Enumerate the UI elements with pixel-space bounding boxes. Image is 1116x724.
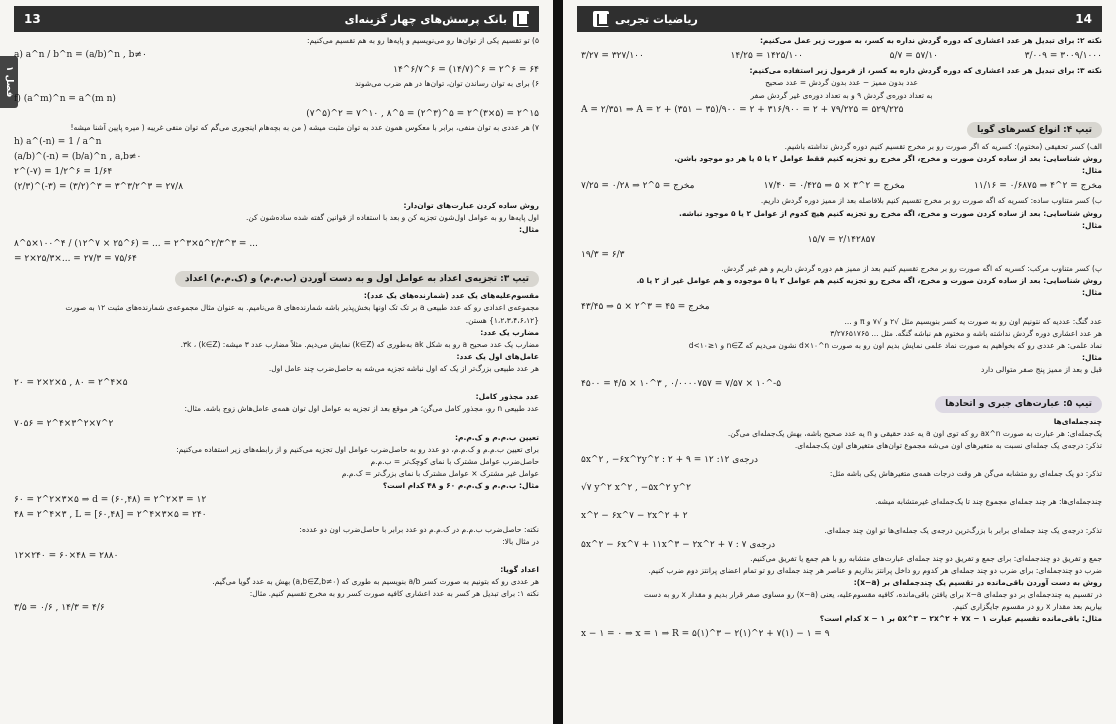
text-line: مضارب یک عدد صحیح a رو به شکل ak به‌طوری که (k∈Z) نمایش می‌دیم. مثلاً مضارب عدد ۳ میشه: ۳k ، (k∈Z). bbox=[180, 339, 539, 349]
text-line: قبل و بعد از ممیز پنج صفر متوالی دارد bbox=[981, 365, 1102, 375]
right-page-number: 14 bbox=[1075, 12, 1092, 26]
equation: ۱۷/۴۰ = ۰/۴۲۵ ⇒ مخرج = ۲^۳ × ۵ bbox=[763, 181, 905, 192]
text-line: نکته ۱: برای تبدیل هر کسر به عدد اعشاری کافیه صورت کسر رو به مخرج تقسیم کنیم. مثال: bbox=[249, 589, 539, 599]
text-line: تذکر: درجه‌ی یک جمله‌ای نسبت به متغیرهای اون می‌شه مجموع توان‌های متغیرهای اون یک‌جمله‌ای. bbox=[794, 440, 1102, 450]
example-label: مثال: bbox=[518, 224, 539, 234]
text-line: حاصل‌ضرب عوامل مشترک با نمای کوچک‌تر = ب.م.م bbox=[370, 456, 539, 466]
text-line: نکته: حاصل‌ضرب ب.م.م در ک.م.م دو عدد برابر با حاصل‌ضرب اون دو عدده: bbox=[299, 524, 539, 534]
equation: ۱۵/۷ = ۲/۱۴۲۸۵۷ bbox=[807, 234, 876, 245]
equation: ۳/۰۰۹ = ۳۰۰۹/۱۰۰۰ bbox=[1024, 51, 1102, 62]
text-line: تذکر: دو یک جمله‌ای رو متشابه می‌گن هر وقت درجات همه‌ی متغیرهاش یکی باشه مثل: bbox=[829, 469, 1102, 479]
text-line: روش شناسایی: بعد از ساده کردن صورت و مخرج، اگه مخرج رو تجزیه کنیم هیچ کدوم از عوامل ۲ یا ۵ موجود نباشه. bbox=[679, 208, 1102, 218]
subheading: روش ساده کردن عبارت‌های توان‌دار: bbox=[403, 200, 539, 210]
text-line: هر عددی رو که بتونیم به صورت کسر a/b بنویسیم به طوری که (a,b∈Z,b≠۰) بهش به عدد گویا می‌گیم. bbox=[212, 577, 539, 587]
text-line: پ) کسر متناوب مرکب: کسریه که اگه صورت رو بر مخرج تقسیم کنیم بعد از ممیز هم دوره گردش داریم و هم غیر گردش. bbox=[721, 264, 1102, 274]
equation: ۴۵۰۰ = ۴/۵ × ۱۰^۳ , ۰/۰۰۰۰۷۵۷ = ۷/۵۷ × ۱۰^-۵ bbox=[581, 379, 782, 390]
text-line: روش شناسایی: بعد از ساده کردن صورت و مخرج، اگه مخرج رو تجزیه کنیم هم عوامل ۲ یا ۵ موجوده و هم عوامل غیر از ۲ یا ۵. bbox=[636, 276, 1102, 286]
text-line: عدد طبیعی n رو، مجذور کامل می‌گن؛ هر موقع بعد از تجزیه به عوامل اول توان همه‌ی عامل‌هاش زوج باشه. مثال: bbox=[184, 404, 539, 414]
equation: ۱۱/۱۶ = ۰/۶۸۷۵ ⇒ مخرج = ۲^۴ bbox=[973, 181, 1102, 192]
left-page-header bbox=[14, 6, 539, 32]
equation: ۱۹/۳ = ۶/۳ bbox=[581, 249, 625, 260]
text-line: در تقسیم یه چندجمله‌ای بر دو جمله‌ای x−a برای یافتن باقی‌مانده، کافیه مقسوم‌علیه، یعنی (x−a) رو مساوی صفر قرار بدیم و مقدار x رو به دست bbox=[644, 590, 1102, 600]
subheading: مضارب یک عدد: bbox=[480, 327, 539, 337]
equation: ۱۴^۶/۷^۶ = (۱۴/۷)^۶ = ۲^۶ = ۶۴ bbox=[393, 65, 539, 76]
text-line: ۶) برای به توان رساندن توان، توان‌ها در هم ضرب می‌شوند bbox=[354, 79, 539, 89]
example-label: مثال: bbox=[1081, 288, 1102, 298]
text-line: برای تعیین ب.م.م و ک.م.م، دو عدد رو به حاصل‌ضرب عوامل اول تجزیه می‌کنیم و از رابطه‌های زیر استفاده می‌کنیم: bbox=[176, 444, 539, 454]
text-line: ضرب دو چندجمله‌ای: برای ضرب دو چند جمله‌ای هر کدوم رو داخل پرانتز بذاریم و عناصر هر چند جمله‌ای رو تو تمام اعضای پرانتز دوم ضرب کنیم. bbox=[648, 565, 1102, 575]
text-line: اول پایه‌ها رو به عوامل اول‌شون تجزیه کن و بعد با استفاده از قوانین گفته شده ساده‌شون کن. bbox=[245, 212, 539, 222]
section-title: تیپ ۴: انواع کسرهای گویا bbox=[967, 122, 1102, 138]
text-line: یک‌جمله‌ای: هر عبارت به صورت ax^n رو که توی اون a یه عدد حقیقی و n یه عدد صحیح باشه، بهش یک‌جمله‌ای می‌گن. bbox=[727, 428, 1102, 438]
equation: √۷ y^۲ x^۲ , −۵x^۲ y^۲ bbox=[581, 483, 691, 494]
text-line: ۷) هر عددی به توان منفی، برابر با معکوس همون عدد به توان مثبت میشه ( من به بچه‌هام اینجوری می‌گم که توان منفی غریبه ( میره پایین آشنا میشه! bbox=[70, 122, 539, 132]
text-line: ب) کسر متناوب ساده: کسریه که اگه صورت رو بر مخرج تقسیم کنیم بلافاصله بعد از ممیز دوره گردش داریم. bbox=[760, 196, 1102, 206]
equation: (۷^۵)^۲ = ۷^۱۰ , ۸^۵ = (۲^۳)^۵ = ۲^(۳×۵) = ۲^۱۵ bbox=[306, 108, 539, 119]
subheading: اعداد گویا: bbox=[500, 565, 539, 574]
equation: ۳/۲۷ = ۳۲۷/۱۰۰ bbox=[581, 51, 644, 62]
equation: A = ۲/۳۵۱ ⇒ A = ۲ + (۳۵۱ − ۳۵)/۹۰۰ = ۲ + ۳۱۶/۹۰۰ = ۲ + ۷۹/۲۲۵ = ۵۲۹/۲۲۵ bbox=[581, 104, 904, 115]
equation: ۷/۲۵ = ۰/۲۸ ⇒ مخرج = ۵^۲ bbox=[581, 181, 695, 192]
equation: ۱۴/۲۵ = ۱۴۲۵/۱۰۰ bbox=[730, 51, 803, 62]
equation: ۳/۵ = ۰/۶ , ۱۴/۳ = ۴/۶ bbox=[14, 603, 105, 614]
example-label: مثال: ب.م.م و ک.م.م ۶۰ و ۴۸ کدام است؟ bbox=[382, 481, 539, 491]
subheading: تعیین ب.م.م و ک.م.م: bbox=[454, 432, 539, 442]
right-page-content bbox=[581, 36, 1102, 716]
text-line: نماد علمی: هر عددی رو که بخواهیم به صورت نماد علمی نمایش بدیم اون رو به صورت d×۱۰^n نشون می‌دیم که n∈Z و ۱≤d<۱۰ bbox=[688, 340, 1102, 350]
subheading: روش به دست آوردن باقی‌مانده در تقسیم یک چندجمله‌ای بر (x−a): bbox=[853, 578, 1102, 588]
text-line: مجموعه‌ی اعدادی رو که عدد طبیعی a بر تک تک اونها بخش‌پذیر باشه شمارنده‌های a می‌نامیم. به عنوان مثال مجموعه‌ی شمارنده‌های مثبت ۱۲ به صورت bbox=[65, 303, 539, 313]
text-line: {۱،۲،۳،۴،۶،۱۲} هستن. bbox=[465, 315, 539, 325]
equation: ۸^۵×۱۰۰^۴ / (۱۲^۷ × ۲۵^۶) = ... = ۲^۳×۵^۲/۳^۳ = ... bbox=[14, 238, 258, 249]
text-line: روش شناسایی: بعد از ساده کردن صورت و مخرج، اگر مخرج رو تجزیه کنیم فقط عوامل ۲ یا ۵ یا هر دو موجود باشن. bbox=[674, 154, 1102, 164]
publisher-logo-icon bbox=[593, 11, 609, 27]
subheading: عامل‌های اول یک عدد: bbox=[456, 351, 539, 361]
equation: = ۲×۲۵/۳×... = ۲۷/۳ = ۷۵/۶۴ bbox=[14, 254, 137, 265]
equation: ۵/۷ = ۵۷/۱۰ bbox=[889, 51, 938, 62]
example-label: مثال: bbox=[1081, 220, 1102, 230]
section-title: تیپ ۵: عبارت‌های جبری و اتحادها bbox=[935, 396, 1102, 412]
subheading: چندجمله‌ای‌ها bbox=[1053, 416, 1102, 426]
example-label: مثال: باقی‌مانده تقسیم عبارت ۵x^۳ − ۲x^۲ + ۷x − ۱ بر x − ۱ کدام است؟ bbox=[819, 614, 1102, 624]
text-line: در مثال بالا: bbox=[502, 536, 539, 546]
text-line: تذکر: درجه‌ی یک چند جمله‌ای برابر با بزرگ‌ترین درجه‌ی یک جمله‌ای‌ها تو اون چند جمله‌ای. bbox=[824, 525, 1102, 535]
text-line: عوامل غیر مشترک × عوامل مشترک با نمای بزرگ‌تر = ک.م.م bbox=[341, 469, 539, 479]
text-line: جمع و تفریق دو چندجمله‌ای: برای جمع و تفریق دو چند جمله‌ای عبارت‌های متشابه رو با هم جمع یا تفریق می‌کنیم. bbox=[750, 553, 1102, 563]
equation: ۵x^۲ − ۶x^۷ + ۱۱x^۳ − ۲x^۲ + ۷ : درجه‌ی ۷ bbox=[581, 539, 776, 550]
publisher-logo-icon bbox=[513, 11, 529, 27]
right-page-title: ریاضیات تجربی bbox=[615, 12, 698, 26]
example-label: مثال: bbox=[1081, 166, 1102, 176]
note-line: نکته ۳: برای تبدیل هر عدد اعشاری که دوره گردش داره به کسر، از فرمول زیر استفاده می‌کنیم: bbox=[749, 66, 1102, 76]
chapter-tab: فصل ۱ bbox=[0, 56, 18, 108]
formula-line: عدد بدون ممیز − عدد بدون گردش = عدد صحیح bbox=[765, 78, 918, 88]
text-line: چندجمله‌ای‌ها: هر چند جمله‌ای مجموع چند تا یک‌جمله‌ای غیرمتشابه میشه. bbox=[875, 497, 1102, 507]
text-line: هر عدد اعشاری دوره گردش نداشته باشه و مختوم هم نباشه گنگه. مثل ... ۳/۲۷۶۵۱۷۶۵ bbox=[830, 328, 1102, 338]
equation: ۵x^۲ , −۶x^۲y^۲ : ۲ + ۹ = ۱۲ :۱۲ درجه‌ی bbox=[581, 454, 758, 465]
subheading: مقسوم‌علیه‌های یک عدد (شمارنده‌های یک عدد): bbox=[363, 291, 539, 301]
subheading: عدد مجذور کامل: bbox=[475, 392, 539, 402]
equation: (a/b)^(-n) = (b/a)^n , a,b≠۰ bbox=[14, 152, 142, 163]
section-title: تیپ ۳: تجزیه‌ی اعداد به عوامل اول و به دست آوردن (ب.م.م) و (ک.م.م) اعداد bbox=[175, 271, 539, 287]
equation: ۲^(-۷) = 1/۲^۶ = 1/۶۴ bbox=[14, 167, 113, 178]
equation: ۴۸ = ۲^۴×۳ , L = [۶۰,۴۸] = ۲^۴×۳×۵ = ۲۴۰ bbox=[14, 510, 207, 521]
text-line: هر عدد طبیعی بزرگ‌تر از یک که اول نباشه تجزیه می‌شه به حاصل‌ضرب چند عامل اول. bbox=[268, 364, 539, 374]
equation: ۶۰ = ۲^۲×۳×۵ ⇒ d = (۶۰,۴۸) = ۲^۲×۳ = ۱۲ bbox=[14, 495, 207, 506]
fraction-examples bbox=[581, 180, 1102, 192]
equation: f) (a^m)^n = a^(m n) bbox=[14, 93, 116, 104]
text-line: بیاریم بعد مقدار x رو در مقسوم جایگزاری کنیم. bbox=[952, 602, 1102, 612]
book-gutter bbox=[553, 0, 563, 724]
equation: a) a^n / b^n = (a/b)^n , b≠۰ bbox=[14, 50, 147, 61]
right-page bbox=[563, 0, 1116, 724]
equation: x^۲ − ۶x^۷ − ۲x^۲ + ۲ bbox=[581, 511, 688, 522]
equation: ۷۰۵۶ = ۲^۴×۳^۲×۷^۲ bbox=[14, 418, 114, 429]
equation: ۲۰ = ۲×۲×۵ , ۸۰ = ۲^۴×۵ bbox=[14, 378, 128, 389]
text-line: ۵) تو تقسیم یکی از توان‌ها رو می‌نویسیم و پایه‌ها رو به هم تقسیم می‌کنیم: bbox=[307, 36, 539, 45]
section-heading-5 bbox=[581, 396, 1102, 412]
section-heading-3 bbox=[14, 271, 539, 287]
right-page-header bbox=[577, 6, 1102, 32]
text-line: الف) کسر تحقیقی (مختوم): کسریه که اگر صورت رو بر مخرج تقسیم کنیم دوره گردش نداشته باشیم. bbox=[784, 141, 1102, 151]
equation: (۲/۳)^(-۳) = (۳/۲)^۳ = ۳^۳/۲^۳ = ۲۷/۸ bbox=[14, 182, 184, 193]
note-line: نکته ۲: برای تبدیل هر عدد اعشاری که دوره گردش نداره به کسر، به صورت زیر عمل می‌کنیم: bbox=[759, 36, 1102, 45]
equation: h) a^(-n) = 1 / a^n bbox=[14, 136, 102, 147]
left-page-number: 13 bbox=[24, 12, 41, 26]
equation: ۴۳/۴۵ ⇒ مخرج = ۴۵ = ۳^۲ × ۵ bbox=[581, 302, 710, 313]
section-heading-4 bbox=[581, 122, 1102, 138]
left-page-content bbox=[14, 36, 539, 716]
decimal-examples bbox=[581, 50, 1102, 62]
text-line: عدد گنگ: عددیه که نتونیم اون رو به صورت یه کسر بنویسیم مثل √۲ و √۷ و π و ... bbox=[844, 316, 1102, 326]
equation: x − ۱ = ۰ ⇒ x = ۱ ⇒ R = ۵(۱)^۳ − ۲(۱)^۲ + ۷(۱) − ۱ = ۹ bbox=[581, 628, 830, 639]
formula-line: به تعداد دوره‌ی گردش ۹ و به تعداد دوره‌ی غیر گردش صفر bbox=[750, 90, 933, 100]
equation: ۱۲×۲۴۰ = ۶۰×۴۸ = ۲۸۸۰ bbox=[14, 550, 119, 561]
left-page-title: بانک پرسش‌های چهار گزینه‌ای bbox=[344, 12, 507, 26]
example-label: مثال: bbox=[1081, 352, 1102, 362]
left-page bbox=[0, 0, 553, 724]
